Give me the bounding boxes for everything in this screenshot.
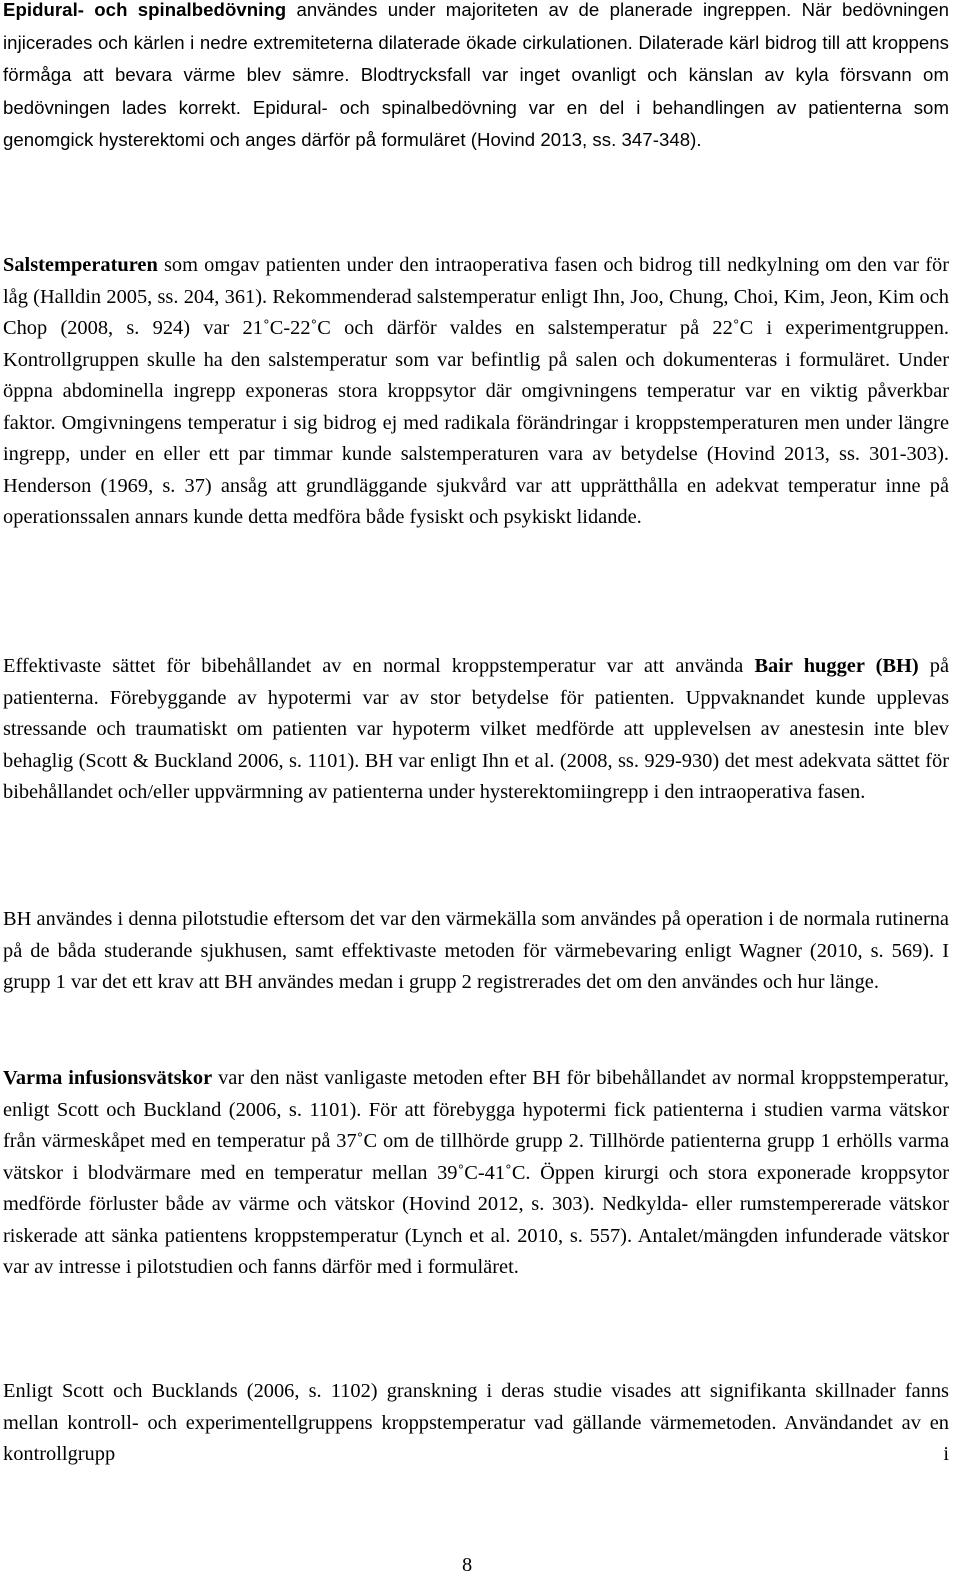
bold-term: Varma infusionsvätskor xyxy=(3,1067,213,1089)
paragraph-epidural xyxy=(3,0,949,157)
body-text: användes under majoriteten av de planerade ingreppen. När bedövningen injicerades och kärlen i nedre extremiteterna dilaterade ökade cirkulationen. Dilaterade kärl bidrog till att kroppens förmåga att bevara värme blev sämre. Blodtrycksfall var inget ovanligt och känslan av kyla försvann om bedövningen lades korrekt. Epidural- och spinalbedövning var en del i behandlingen av patienterna som genomgick hysterektomi och anges därför på formuläret (Hovind 2013, ss. 347-348). xyxy=(3,0,950,150)
page-number: 8 xyxy=(462,1554,473,1576)
body-text: som omgav patienten under den intraoperativa fasen och bidrog till nedkylning om den var för låg (Halldin 2005, ss. 204, 361). Rekommenderad salstemperatur enligt Ihn, Joo, Chung, Choi, Kim, Jeon, Kim och Chop (2008, s. 924) var 21˚C-22˚C och därför valdes en salstemperatur på 22˚C i experimentgruppen. Kontrollgruppen skulle ha den salstemperatur som var befintlig på salen och dokumenteras i formuläret. Under öppna abdominella ingrepp exponeras stora kroppsytor där omgivningens temperatur var en viktig påverkbar faktor. Omgivningens temperatur i sig bidrog ej med radikala förändringar i kroppstemperaturen men under längre ingrepp, under en eller ett par timmar kunde salstemperaturen vara av betydelse (Hovind 2013, ss. 301-303). Henderson (1969, s. 37) ansåg att grundläggande sjukvård var att upprätthålla en adekvat temperatur inne på operationssalen annars kunde detta medföra både fysiskt och psykiskt lidande. xyxy=(3,254,949,528)
paragraph-scott-buckland xyxy=(3,1376,949,1471)
bold-term: Epidural- och spinalbedövning xyxy=(3,0,287,20)
paragraph-infusionsvatskor xyxy=(3,1063,949,1284)
body-text: på patienterna. Förebyggande av hypotermi var av stor betydelse för patienten. Uppvaknandet kunde upplevas stressande och traumatiskt om patienten var hypoterm vilket medförde att upplevelsen av anestesin inte blev behaglig (Scott & Buckland 2006, s. 1101). BH var enligt Ihn et al. (2008, ss. 929-930) det mest adekvata sättet för bibehållandet och/eller uppvärmning av patienterna under hysterektomiingrepp i den intraoperativa fasen. xyxy=(3,655,950,803)
paragraph-bair-hugger xyxy=(3,651,949,809)
body-text: Enligt Scott och Bucklands (2006, s. 1102) granskning i deras studie visades att signifikanta skillnader fanns mellan kontroll- och experimentellgruppens kroppstemperatur vad gällande värmemetoden. Användandet av en kontrollgrupp i xyxy=(3,1380,949,1465)
body-text: BH användes i denna pilotstudie eftersom det var den värmekälla som användes på operation i de normala rutinerna på de båda studerande sjukhusen, samt effektivaste metoden för värmebevaring enligt Wagner (2010, s. 569). I grupp 1 var det ett krav att BH användes medan i grupp 2 registrerades det om den användes och hur länge. xyxy=(3,908,949,993)
paragraph-salstemperatur xyxy=(3,250,949,534)
paragraph-pilotstudie xyxy=(3,904,949,999)
bold-term: Salstemperaturen xyxy=(3,254,158,276)
bold-term: Bair hugger (BH) xyxy=(754,655,919,677)
body-text: Effektivaste sättet för bibehållandet av en normal kroppstemperatur var att använda xyxy=(3,655,755,677)
body-text: var den näst vanligaste metoden efter BH för bibehållandet av normal kroppstemperatur, enligt Scott och Buckland (2006, s. 1101). För att förebygga hypotermi fick patienterna i studien varma vätskor från värmeskåpet med en temperatur på 37˚C om de tillhörde grupp 2. Tillhörde patienterna grupp 1 erhölls varma vätskor i blodvärmare med en temperatur mellan 39˚C-41˚C. Öppen kirurgi och stora exponerade kroppsytor medförde förluster både av värme och vätskor (Hovind 2012, s. 303). Nedkylda- eller rumstempererade vätskor riskerade att sänka patientens kroppstemperatur (Lynch et al. 2010, s. 557). Antalet/mängden infunderade vätskor var av intresse i pilotstudien och fanns därför med i formuläret. xyxy=(3,1067,950,1278)
